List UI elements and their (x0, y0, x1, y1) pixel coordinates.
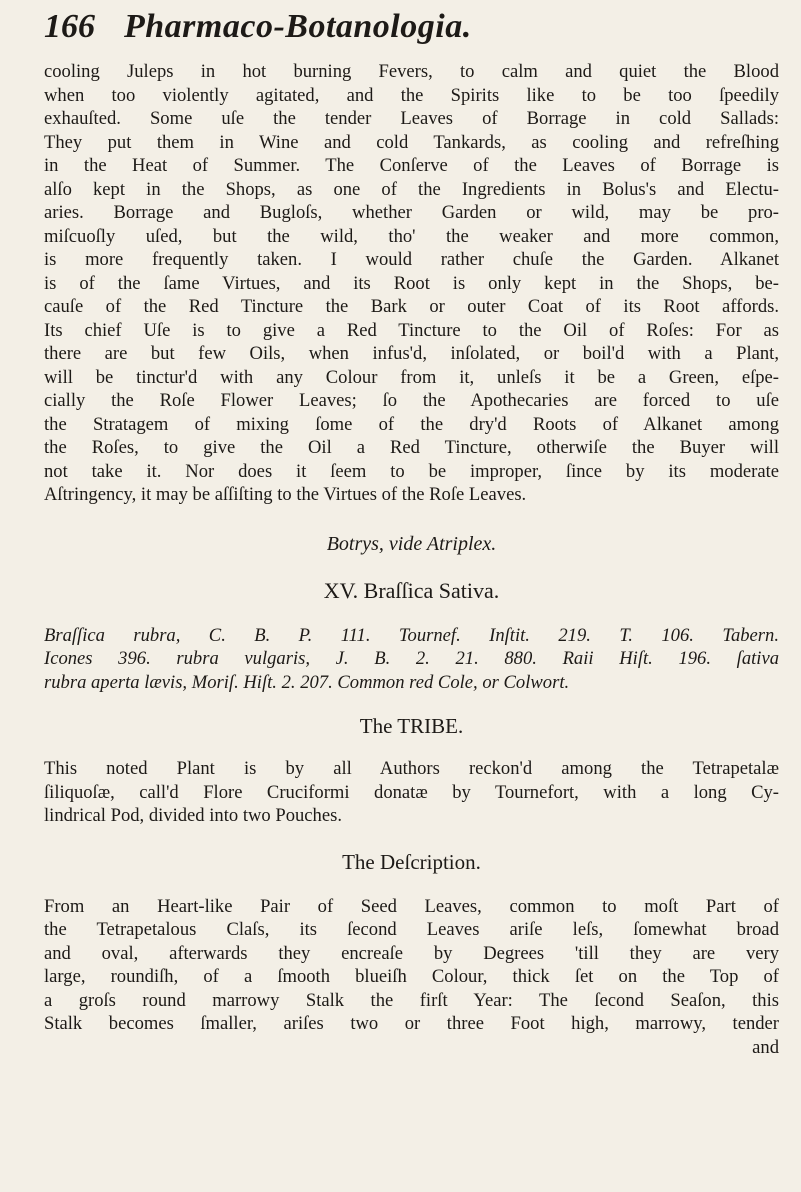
text-line: cauſe of the Red Tincture the Bark or outer Coat of its Root affords. (44, 296, 779, 317)
spacer (44, 739, 779, 757)
text-line: alſo kept in the Shops, as one of the Ingredients in Bolus's and Electu- (44, 178, 779, 200)
spacer (44, 875, 779, 895)
spacer (44, 556, 779, 578)
page-header (44, 8, 779, 60)
text-line: aries. Borrage and Bugloſs, whether Garden or wild, may be pro- (44, 202, 779, 223)
paragraph-borrage (44, 60, 779, 507)
text-line: cially the Roſe Flower Leaves; ſo the Apothecaries are forced to uſe (44, 390, 779, 411)
botrys-reference: Botrys, vide Atriplex. (326, 532, 497, 555)
text-line: in the Heat of Summer. The Conſerve of the Leaves of Borrage is (44, 155, 779, 176)
spacer (44, 507, 779, 533)
text-line: the Tetrapetalous Claſs, its ſecond Leaves ariſe leſs, ſomewhat broad (44, 919, 779, 940)
text-line: Its chief Uſe is to give a Red Tincture to the Oil of Roſes: For as (44, 319, 779, 341)
text-line: cooling Juleps in hot burning Fevers, to calm and quiet the Blood (44, 61, 779, 82)
text-line: They put them in Wine and cold Tankards, as cooling and refreſhing (44, 131, 779, 153)
text-line: From an Heart-like Pair of Seed Leaves, common to moſt Part of (44, 895, 779, 917)
description-heading: The Deſcription. (342, 849, 481, 874)
text-line: is of the ſame Virtues, and its Root is only kept in the Shops, be- (44, 272, 779, 294)
text-line: miſcuoſly uſed, but the wild, tho' the weaker and more common, (44, 225, 779, 247)
text-line: Aſtringency, it may be aſſiſting to the Virtues of the Roſe Leaves. (44, 484, 527, 505)
text-line: Icones 396. rubra vulgaris, J. B. 2. 21. 880. Raii Hiſt. 196. ſativa (44, 648, 779, 669)
paragraph-description (44, 895, 779, 1060)
text-line: will be tinctur'd with any Colour from it, unleſs it be a Green, eſpe- (44, 366, 779, 388)
paragraph-tribe (44, 757, 779, 828)
spacer (44, 828, 779, 850)
text-line: there are but few Oils, when infus'd, inſolated, or boil'd with a Plant, (44, 343, 779, 364)
text-line: Stalk becomes ſmaller, ariſes two or three Foot high, marrowy, tender (44, 1013, 779, 1034)
spacer (44, 694, 779, 714)
running-head: Pharmaco-Botanologia. (124, 8, 472, 45)
text-line: exhauſted. Some uſe the tender Leaves of Borrage in cold Sallads: (44, 108, 779, 129)
synonyms-block (44, 624, 779, 695)
text-line: lindrical Pod, divided into two Pouches. (44, 805, 342, 826)
section-title: XV. Braſſica Sativa. (323, 577, 500, 603)
catchword: and (752, 1036, 779, 1058)
text-line: and oval, afterwards they encreaſe by Degrees 'till they are very (44, 942, 779, 964)
text-line: This noted Plant is by all Authors reckon'd among the Tetrapetalæ (44, 758, 779, 779)
text-line: the Stratagem of mixing ſome of the dry'd Roots of Alkanet among (44, 413, 779, 435)
text-line: the Roſes, to give the Oil a Red Tincture, otherwiſe the Buyer will (44, 437, 779, 458)
tribe-heading: The TRIBE. (359, 714, 464, 738)
text-line: not take it. Nor does it ſeem to be improper, ſince by its moderate (44, 460, 779, 482)
text-line: large, roundiſh, of a ſmooth blueiſh Colour, thick ſet on the Top of (44, 966, 779, 987)
page-number: 166 (44, 8, 95, 45)
text-line: Braſſica rubra, C. B. P. 111. Tournef. Inſtit. 219. T. 106. Tabern. (44, 624, 779, 646)
text-line: rubra aperta lævis, Moriſ. Hiſt. 2. 207. Common red Cole, or Colwort. (44, 671, 570, 693)
text-line: is more frequently taken. I would rather chuſe the Garden. Alkanet (44, 249, 779, 270)
text-line: when too violently agitated, and the Spirits like to be too ſpeedily (44, 84, 779, 106)
spacer (44, 604, 779, 624)
text-line: a groſs round marrowy Stalk the firſt Year: The ſecond Seaſon, this (44, 989, 779, 1011)
text-line: ſiliquoſæ, call'd Flore Cruciformi donatæ by Tournefort, with a long Cy- (44, 781, 779, 803)
